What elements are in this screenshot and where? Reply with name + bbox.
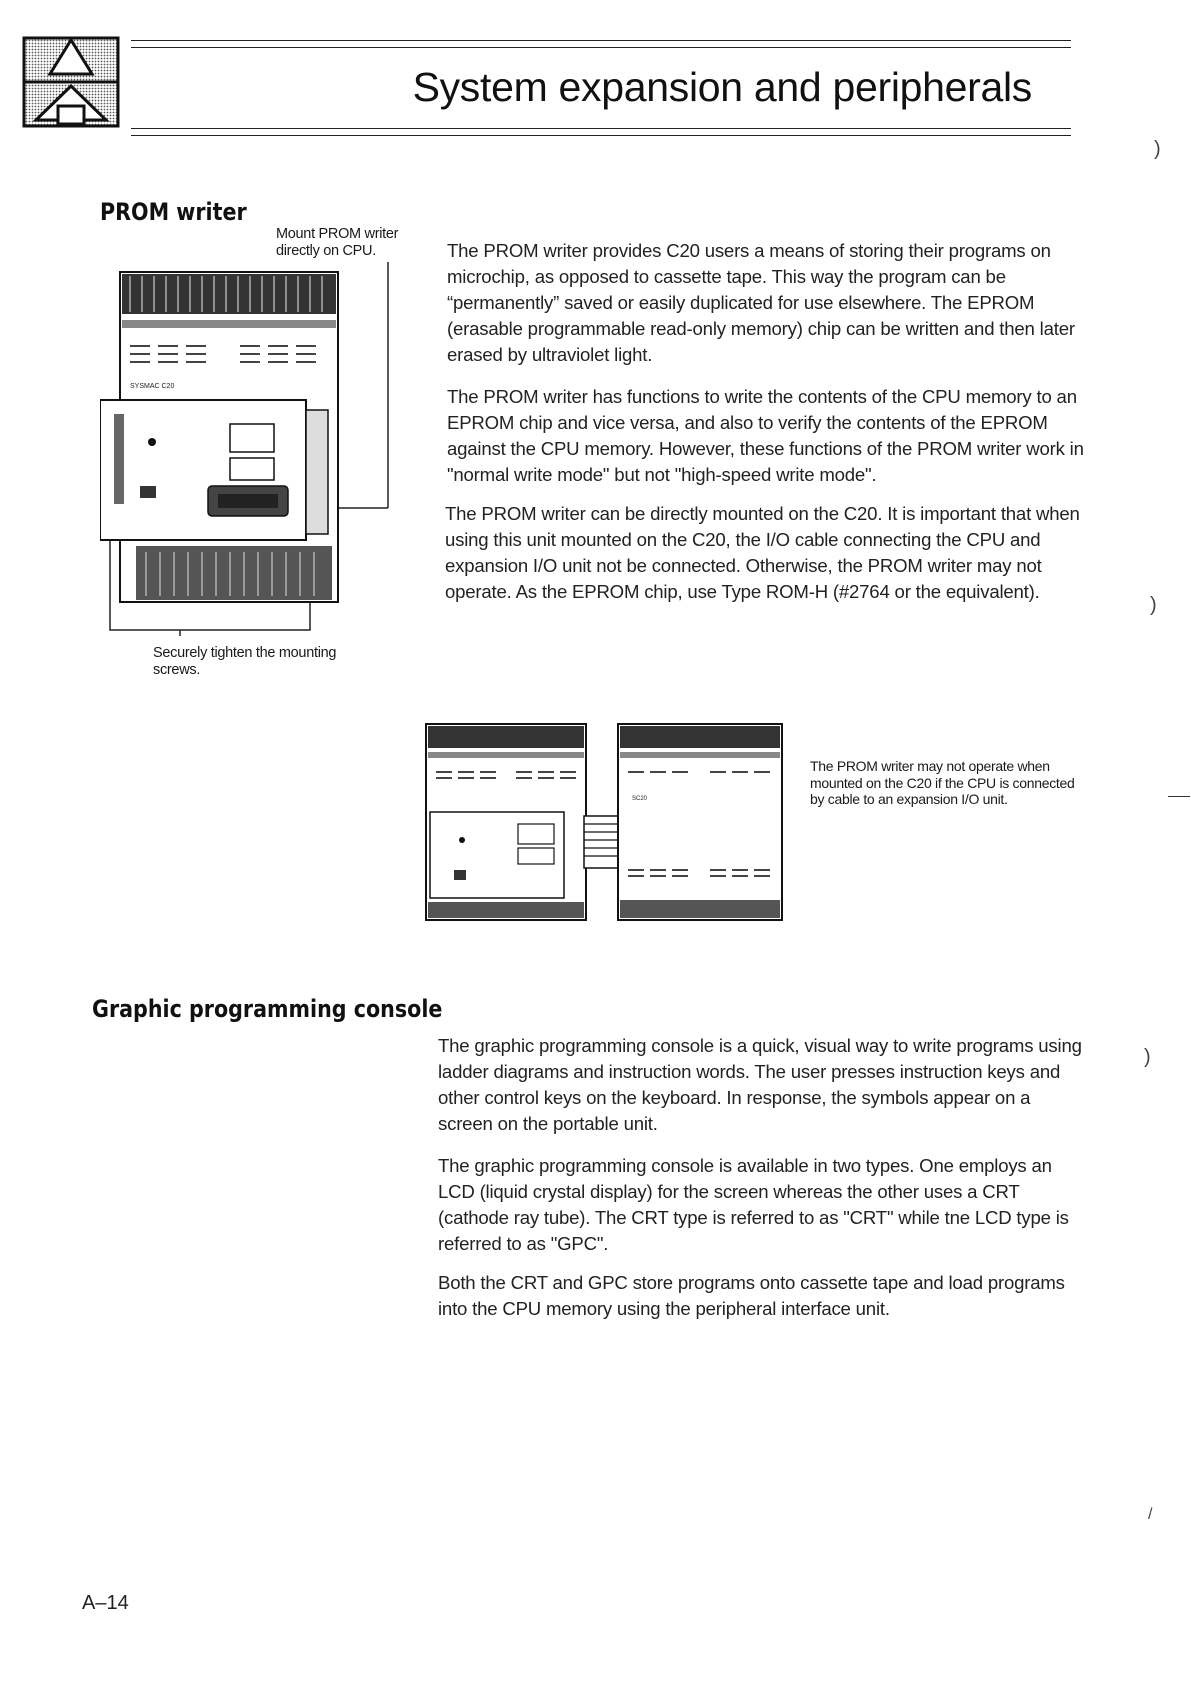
gpc-paragraph-1: The graphic programming console is a quick, visual way to write programs using ladder diagrams and instruction words. The user presses instruction keys and other control keys on the keyboard. In response, the symbols appear on a screen on the portable unit. (438, 1035, 1082, 1134)
margin-mark: / (1148, 1506, 1153, 1523)
mount-caption: Mount PROM writer directly on CPU. (276, 226, 399, 259)
margin-mark: ) (1154, 138, 1161, 160)
prom-paragraph-3: The PROM writer can be directly mounted on the C20. It is important that when using this unit mounted on the C20, the I/O cable connecting the CPU and expansion I/O unit not be connected. Otherwise, the PROM writer may not operate. As the EPROM chip, use Type ROM-H (#2764 or the equivalent). (445, 503, 1080, 602)
prom-writer-heading: PROM writer (100, 198, 247, 226)
cable-warning-caption: The PROM writer may not operate when mounted on the C20 if the CPU is connected by cable to an expansion I/O unit. (810, 758, 1075, 807)
prom-writer-illustration (100, 262, 430, 636)
brand-label: SYSMAC C20 (130, 383, 175, 390)
header-rule-bottom-2 (131, 135, 1071, 136)
gpc-paragraph-2: The graphic programming console is available in two types. One employs an LCD (liquid crystal display) for the screen whereas the other uses a CRT (cathode ray tube). The CRT type is referred to as "CRT" while tne LCD type is referred to as "GPC". (438, 1155, 1069, 1254)
margin-mark: ) (1144, 1046, 1151, 1068)
margin-dash (1168, 796, 1190, 797)
prom-paragraph-1: The PROM writer provides C20 users a means of storing their programs on microchip, as opposed to cassette tape. This way the program can be “permanently” saved or easily duplicated for use elsewhere. The EPROM (erasable programmable read-only memory) chip can be written and then later erased by ultraviolet light. (447, 240, 1075, 365)
chapter-logo-icon (22, 36, 120, 128)
margin-mark: ) (1150, 594, 1157, 616)
prom-paragraph-2: The PROM writer has functions to write the contents of the CPU memory to an EPROM chip and vice versa, and also to verify the contents of the EPROM against the CPU memory. However, these functions of the PROM writer work in "normal write mode" but not "high-speed write mode". (447, 386, 1084, 485)
gpc-paragraph-3: Both the CRT and GPC store programs onto cassette tape and load programs into the CPU memory using the peripheral interface unit. (438, 1272, 1065, 1319)
page-title: System expansion and peripherals (412, 64, 1032, 110)
page-number: A–14 (82, 1592, 129, 1614)
screws-caption: Securely tighten the mounting screws. (153, 645, 337, 678)
cable-connection-illustration (420, 720, 790, 930)
graphic-console-heading: Graphic programming console (92, 995, 443, 1023)
header-rule-top-1 (131, 40, 1071, 41)
header-rule-top-2 (131, 47, 1071, 48)
header-rule-bottom-1 (131, 128, 1071, 129)
expansion-label: SC20 (632, 796, 648, 802)
